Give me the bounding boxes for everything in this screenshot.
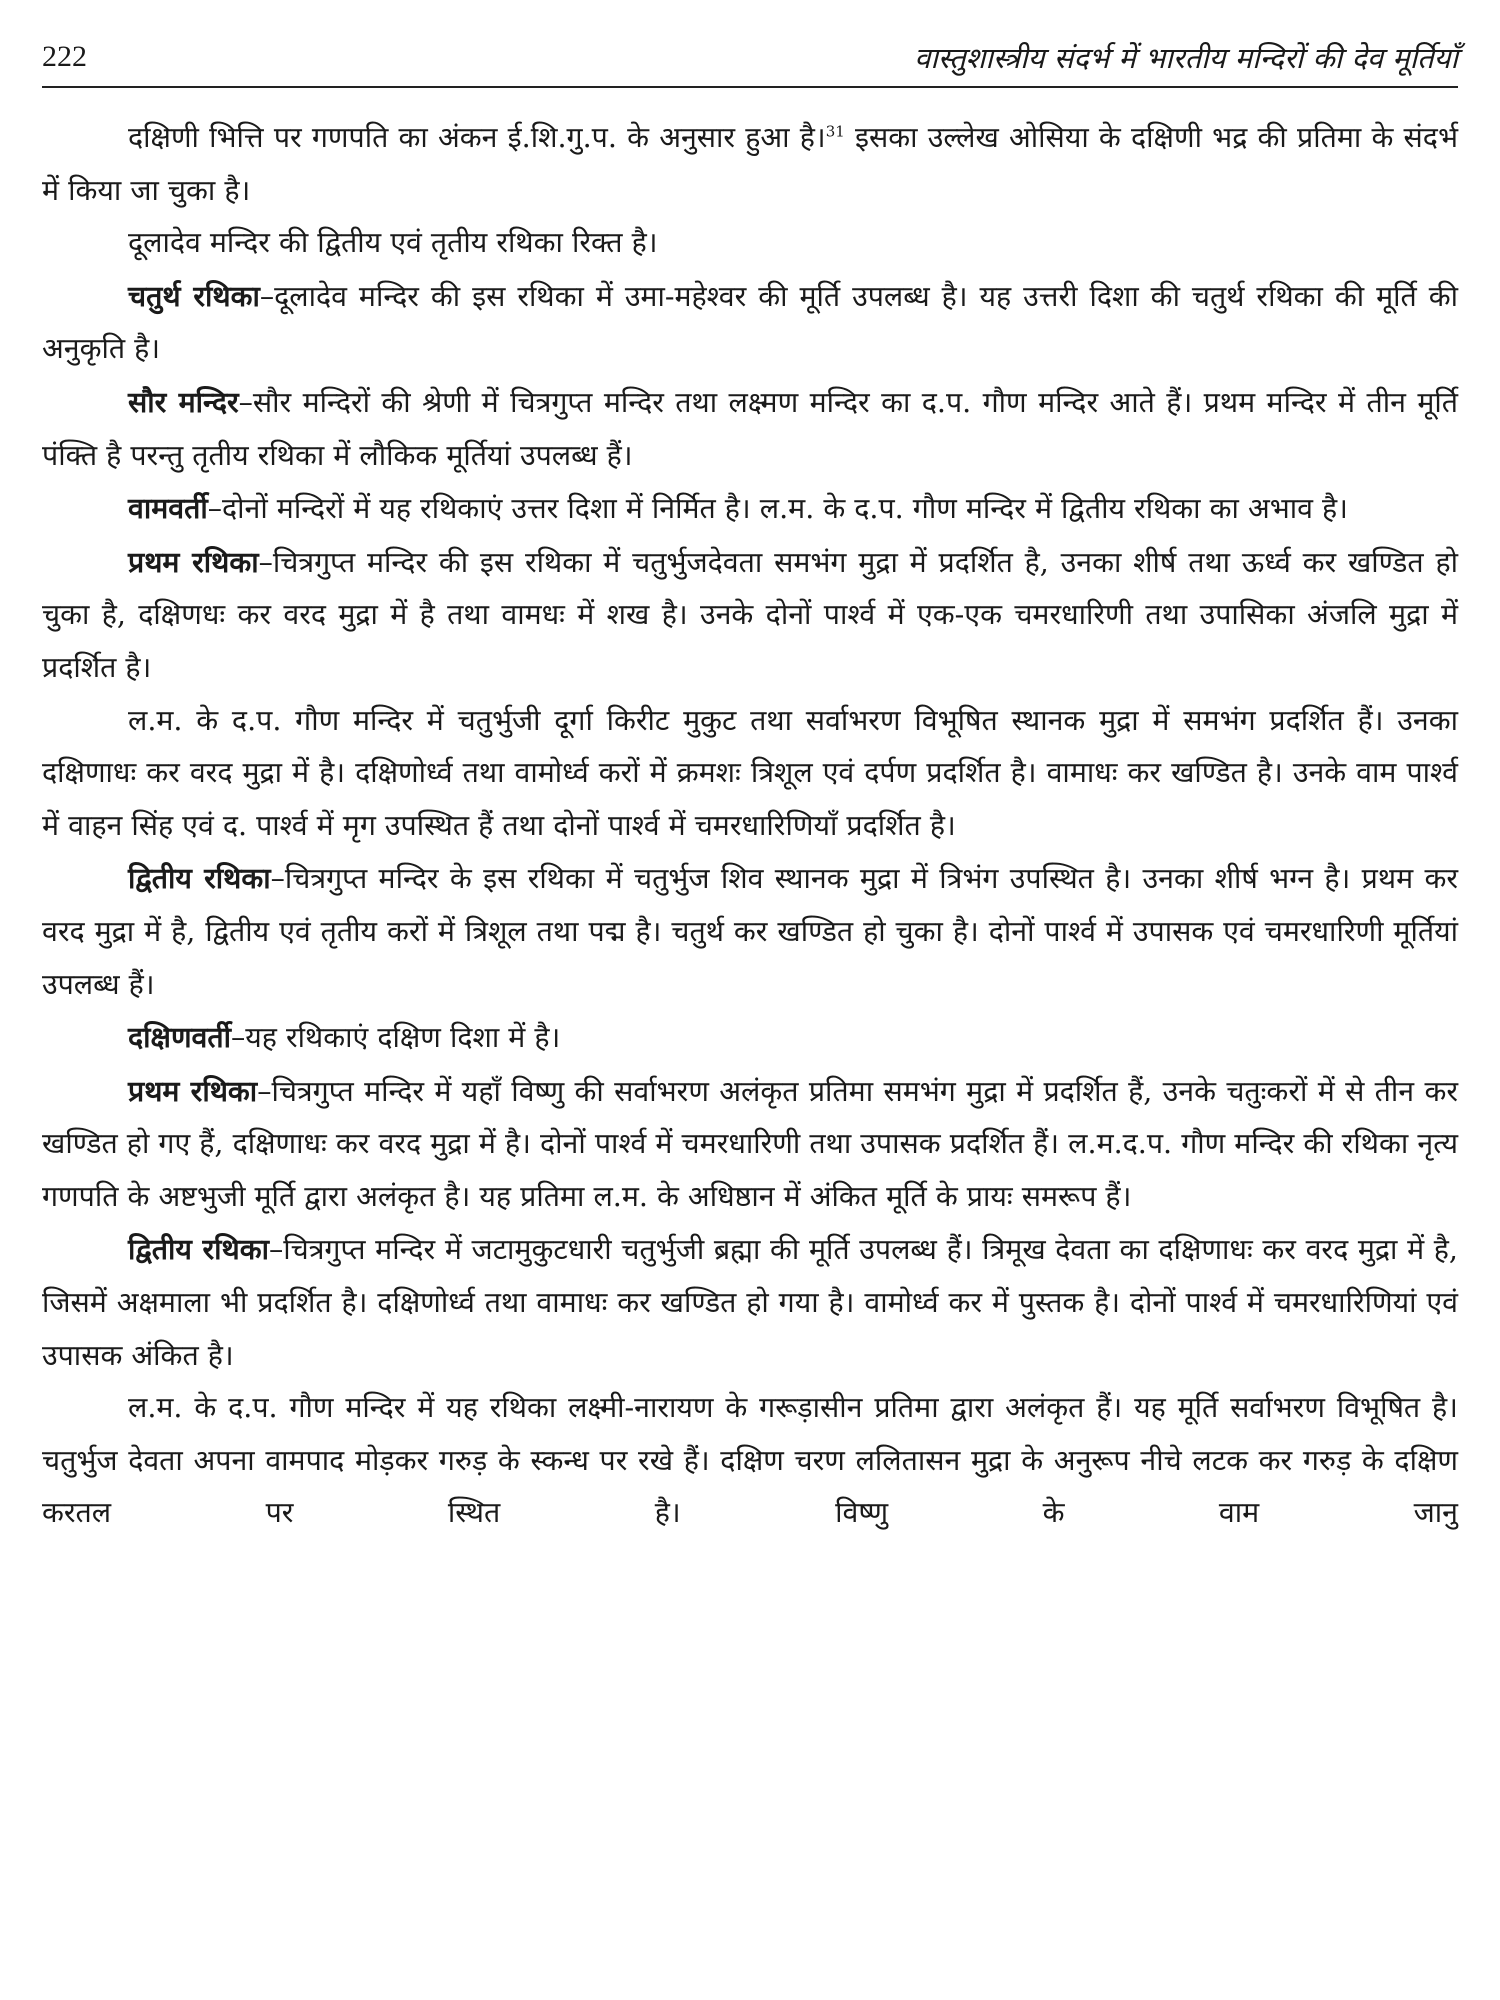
paragraph-heading: वामवर्ती xyxy=(128,491,208,526)
paragraph-text: दक्षिणी भित्ति पर गणपति का अंकन ई.शि.गु.प. के अनुसार हुआ है। xyxy=(128,121,826,154)
paragraph-heading: दक्षिणवर्ती xyxy=(128,1020,232,1055)
paragraph-heading: सौर मन्दिर xyxy=(128,384,239,419)
paragraph-text: –सौर मन्दिरों की श्रेणी में चित्रगुप्त मन्दिर तथा लक्ष्मण मन्दिर का द.प. गौण मन्दिर आते हैं। प्रथम मन्दिर में तीन मूर्ति पंक्ति है परन्तु तृतीय रथिका में लौकिक मूर्तियां उपलब्ध हैं। xyxy=(42,385,1458,472)
paragraph-text: –चित्रगुप्त मन्दिर में यहाँ विष्णु की सर्वाभरण अलंकृत प्रतिमा समभंग मुद्रा में प्रदर्शित हैं, उनके चतुःकरों में से तीन कर खण्डित हो गए हैं, दक्षिणाधः कर वरद मुद्रा में है। दोनों पार्श्व में चमरधारिणी तथा उपासक प्रदर्शित हैं। ल.म.द.प. गौण मन्दिर की रथिका नृत्य गणपति के अष्टभुजी मूर्ति द्वारा अलंकृत है। यह प्रतिमा ल.म. के अधिष्ठान में अंकित मूर्ति के प्रायः समरूप हैं। xyxy=(42,1074,1458,1213)
paragraph xyxy=(42,1011,1458,1065)
paragraph-text: –यह रथिकाएं दक्षिण दिशा में है। xyxy=(231,1021,561,1055)
paragraph-text: इसका उल्लेख ओसिया के दक्षिणी भद्र की प्रतिमा के संदर्भ में किया जा चुका है। xyxy=(42,121,1458,207)
paragraph-heading: प्रथम रथिका xyxy=(128,544,259,579)
paragraph-text: –दोनों मन्दिरों में यह रथिकाएं उत्तर दिशा में निर्मित है। ल.म. के द.प. गौण मन्दिर में द्वितीय रथिका का अभाव है। xyxy=(207,492,1348,526)
paragraph xyxy=(42,482,1458,536)
footnote-ref: 31 xyxy=(825,122,845,141)
paragraph xyxy=(42,536,1458,695)
paragraph-text: दूलादेव मन्दिर की द्वितीय एवं तृतीय रथिका रिक्त है। xyxy=(128,226,658,260)
paragraph-text: –चित्रगुप्त मन्दिर के इस रथिका में चतुर्भुज शिव स्थानक मुद्रा में त्रिभंग उपस्थित है। उनका शीर्ष भग्न है। प्रथम कर वरद मुद्रा में है, द्वितीय एवं तृतीय करों में त्रिशूल तथा पद्म है। चतुर्थ कर खण्डित हो चुका है। दोनों पार्श्व में उपासक एवं चमरधारिणी मूर्तियां उपलब्ध हैं। xyxy=(42,862,1458,1001)
paragraph xyxy=(42,270,1458,376)
paragraph-heading: प्रथम रथिका xyxy=(128,1073,258,1108)
paragraph-text: ल.म. के द.प. गौण मन्दिर में चतुर्भुजी दूर्गा किरीट मुकुट तथा सर्वाभरण विभूषित स्थानक मुद्रा में समभंग प्रदर्शित हैं। उनका दक्षिणाधः कर वरद मुद्रा में है। दक्षिणोर्ध्व तथा वामोर्ध्व करों में क्रमशः त्रिशूल एवं दर्पण प्रदर्शित है। वामाधः कर खण्डित है। उनके वाम पार्श्व में वाहन सिंह एवं द. पार्श्व में मृग उपस्थित हैं तथा दोनों पार्श्व में चमरधारिणियाँ प्रदर्शित है। xyxy=(42,703,1458,842)
paragraph xyxy=(42,1223,1458,1382)
page-header xyxy=(42,34,1458,84)
running-title: वास्तुशास्त्रीय संदर्भ में भारतीय मन्दिरों की देव मूर्तियाँ xyxy=(914,41,1458,75)
paragraph xyxy=(42,852,1458,1011)
page-body xyxy=(42,112,1458,1540)
paragraph xyxy=(42,112,1458,217)
paragraph xyxy=(42,1065,1458,1224)
paragraph-text: –चित्रगुप्त मन्दिर की इस रथिका में चतुर्भुजदेवता समभंग मुद्रा में प्रदर्शित है, उनका शीर्ष तथा ऊर्ध्व कर खण्डित हो चुका है, दक्षिणधः कर वरद मुद्रा में है तथा वामधः में शख है। उनके दोनों पार्श्व में एक-एक चमरधारिणी तथा उपासिका अंजलि मुद्रा में प्रदर्शित है। xyxy=(42,545,1458,684)
paragraph xyxy=(42,217,1458,270)
paragraph xyxy=(42,376,1458,482)
page-number: 222 xyxy=(42,40,87,73)
paragraph xyxy=(42,1382,1458,1540)
paragraph-text: ल.म. के द.प. गौण मन्दिर में यह रथिका लक्ष्मी-नारायण के गरूड़ासीन प्रतिमा द्वारा अलंकृत हैं। यह मूर्ति सर्वाभरण विभूषित है। चतुर्भुज देवता अपना वामपाद मोड़कर गरुड़ के स्कन्ध पर रखे हैं। दक्षिण चरण ललितासन मुद्रा के अनुरूप नीचे लटक कर गरुड़ के दक्षिण करतल पर स्थित है। विष्णु के वाम जानु xyxy=(42,1391,1458,1530)
paragraph-text: –चित्रगुप्त मन्दिर में जटामुकुटधारी चतुर्भुजी ब्रह्मा की मूर्ति उपलब्ध हैं। त्रिमूख देवता का दक्षिणाधः कर वरद मुद्रा में है, जिसमें अक्षमाला भी प्रदर्शित है। दक्षिणोर्ध्व तथा वामाधः कर खण्डित हो गया है। वामोर्ध्व कर में पुस्तक है। दोनों पार्श्व में चमरधारिणियां एवं उपासक अंकित है। xyxy=(42,1233,1458,1372)
paragraph-text: –दूलादेव मन्दिर की इस रथिका में उमा-महेश्वर की मूर्ति उपलब्ध है। यह उत्तरी दिशा की चतुर्थ रथिका की मूर्ति की अनुकृति है। xyxy=(42,279,1459,366)
paragraph-heading: द्वितीय रथिका xyxy=(128,861,271,896)
header-rule xyxy=(42,86,1458,88)
paragraph xyxy=(42,695,1458,853)
paragraph-heading: द्वितीय रथिका xyxy=(128,1232,269,1267)
paragraph-heading: चतुर्थ रथिका xyxy=(128,278,260,313)
